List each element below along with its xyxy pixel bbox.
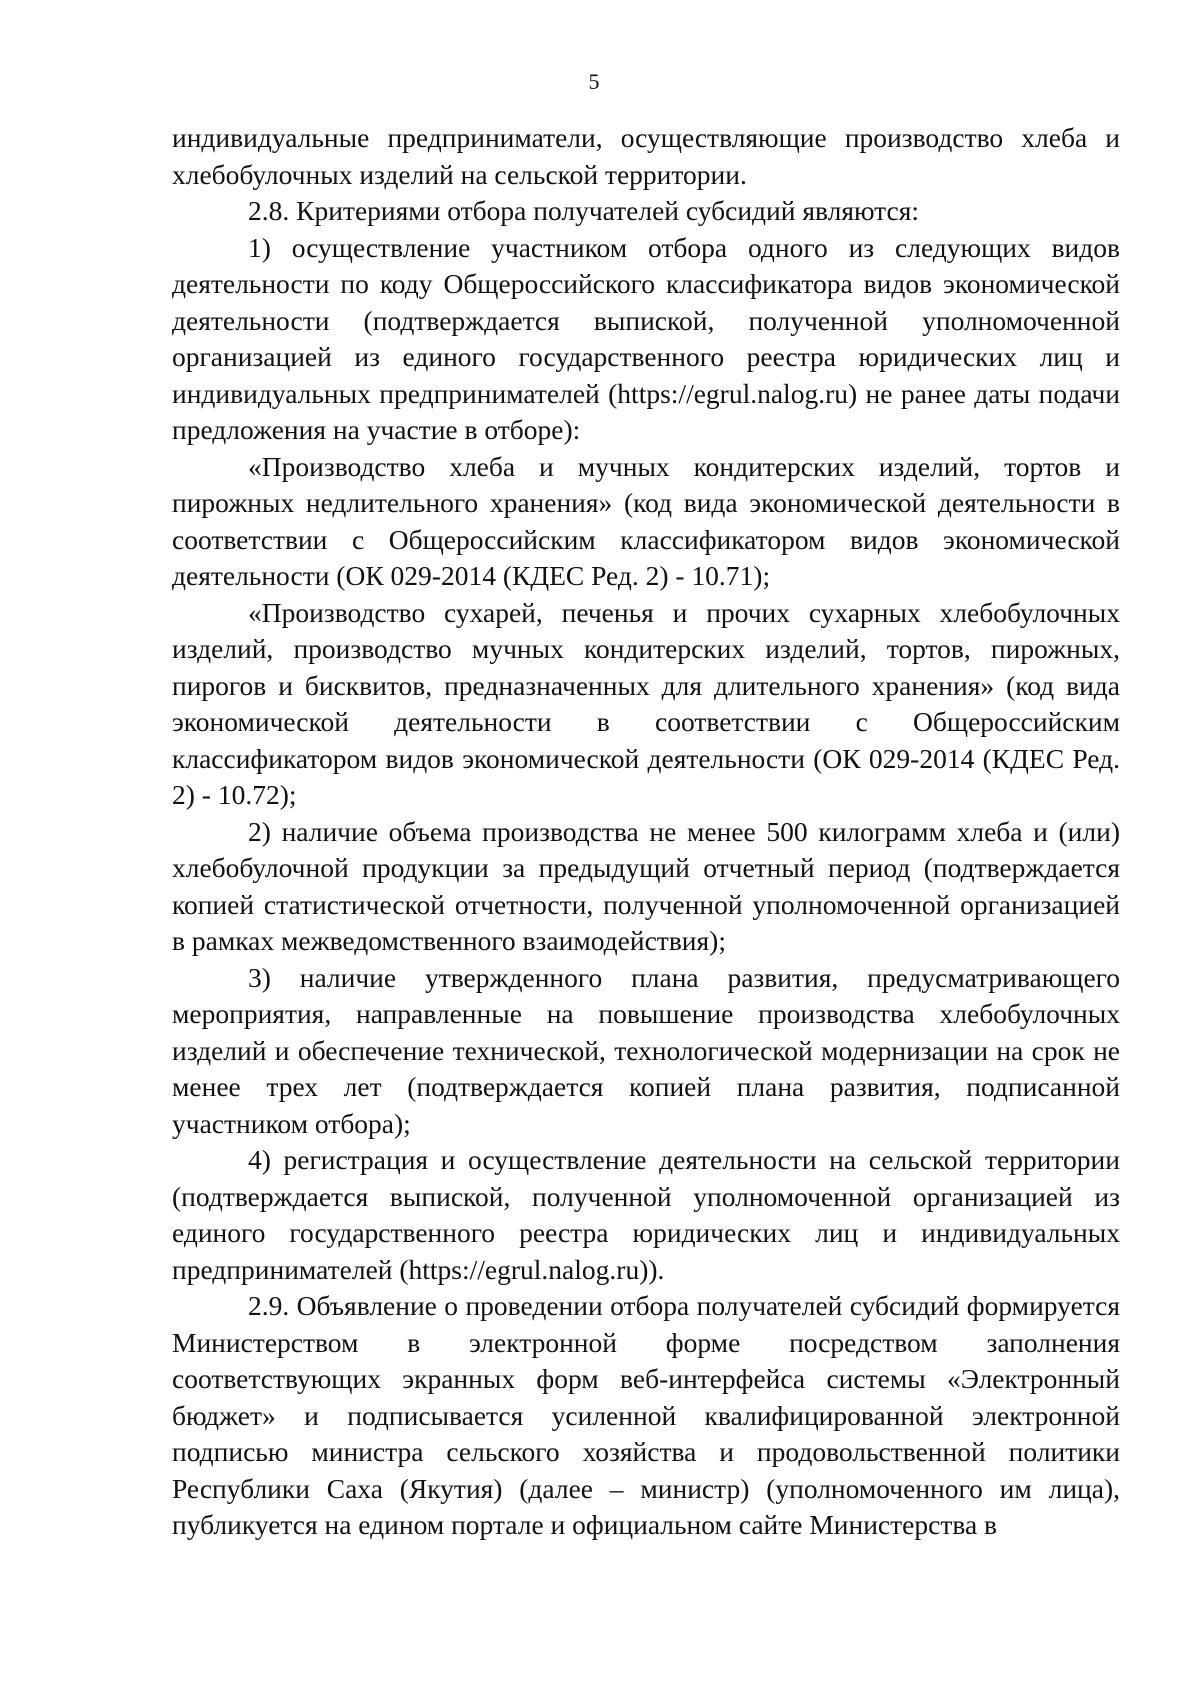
page-number: 5 — [588, 69, 600, 94]
document-body — [172, 120, 1120, 1544]
paragraph-criterion-4: 4) регистрация и осуществление деятельности на сельской территории (подтверждается выпиской, полученной уполномоченной организацией из единого государственного реестра юридических лиц и индивидуальных предпринимателей (https://egrul.nalog.ru)). — [172, 1144, 1120, 1285]
paragraph-criterion-2: 2) наличие объема производства не менее 500 килограмм хлеба и (или) хлебобулочной продукции за предыдущий отчетный период (подтверждается копией статистической отчетности, полученной уполномоченной организацией в рамках межведомственного взаимодействия); — [172, 815, 1120, 956]
paragraph-okved-10-71: «Производство хлеба и мучных кондитерских изделий, тортов и пирожных недлительного хранения» (код вида экономической деятельности в соответствии с Общероссийским классификатором видов экономической деятельности (ОК 029-2014 (КДЕС Ред. 2) - 10.71); — [172, 450, 1120, 591]
paragraph-okved-10-72: «Производство сухарей, печенья и прочих сухарных хлебобулочных изделий, производство мучных кондитерских изделий, тортов, пирожных, пирогов и бисквитов, предназначенных для длительного хранения» (код вида экономической деятельности в соответствии с Общероссийским классификатором видов экономической деятельности (ОК 029-2014 (КДЕС Ред. 2) - 10.72); — [172, 596, 1120, 810]
paragraph-criterion-1: 1) осуществление участником отбора одного из следующих видов деятельности по коду Общероссийского классификатора видов экономической деятельности (подтверждается выпиской, полученной уполномоченной организацией из единого государственного реестра юридических лиц и индивидуальных предпринимателей (https://egrul.nalog.ru) не ранее даты подачи предложения на участие в отборе): — [172, 231, 1120, 445]
paragraph-continuation: индивидуальные предприниматели, осуществляющие производство хлеба и хлебобулочных изделий на сельской территории. — [172, 122, 1120, 190]
paragraph-criterion-3: 3) наличие утвержденного плана развития, предусматривающего мероприятия, направленные на повышение производства хлебобулочных изделий и обеспечение технической, технологической модернизации на срок не менее трех лет (подтверждается копией плана развития, подписанной участником отбора); — [172, 961, 1120, 1139]
paragraph-2-8-heading: 2.8. Критериями отбора получателей субсидий являются: — [248, 195, 920, 226]
paragraph-2-9: 2.9. Объявление о проведении отбора получателей субсидий формируется Министерством в электронной форме посредством заполнения соответствующих экранных форм веб-интерфейса системы «Электронный бюджет» и подписывается усиленной квалифицированной электронной подписью министра сельского хозяйства и продовольственной политики Республики Саха (Якутия) (далее – министр) (уполномоченного им лица), публикуется на едином портале и официальном сайте Министерства в — [172, 1290, 1120, 1540]
